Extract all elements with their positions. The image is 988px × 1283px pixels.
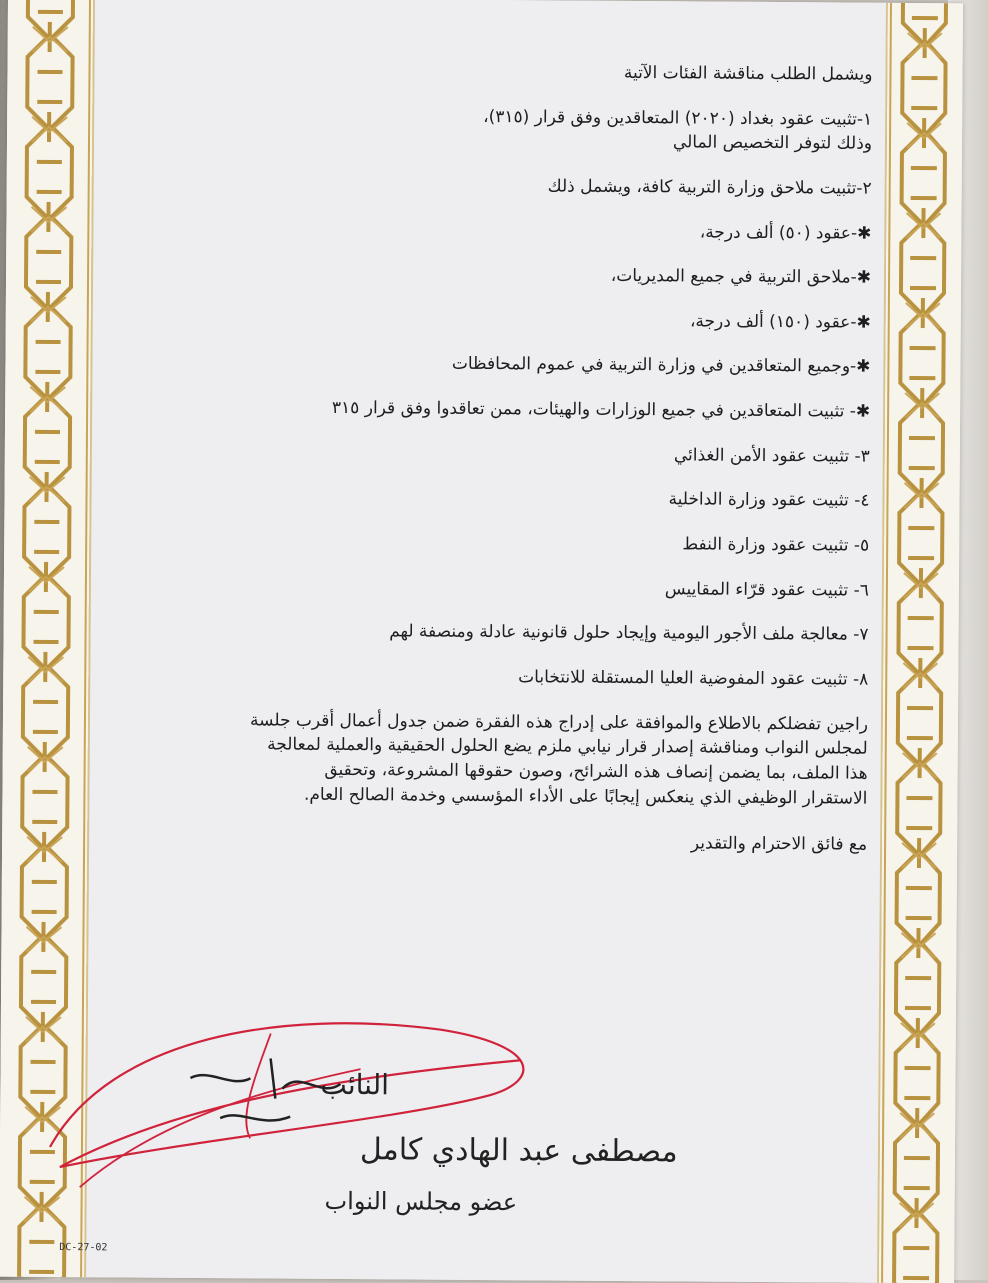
bullet-star-icon: ✱ [856, 267, 872, 288]
item-4: ٤- تثبيت عقود وزارة الداخلية [668, 489, 870, 512]
bullet-3: ✱-عقود (١٥٠) ألف درجة، [689, 311, 871, 333]
closing-paragraph [102, 707, 868, 811]
footer-code: DC-27-02 [59, 1242, 108, 1254]
gold-border-right [879, 3, 963, 1283]
closing-line: الاستقرار الوظيفي الذي ينعكس إيجابًا على الأداء المؤسسي وخدمة الصالح العام. [303, 784, 868, 809]
closing-line: راجين تفضلكم بالاطلاع والموافقة على إدراج هذه الفقرة ضمن جدول أعمال أقرب جلسة [250, 709, 869, 735]
item-1-line-2: وذلك لتوفر التخصيص المالي [672, 132, 873, 154]
signature-name: مصطفى عبد الهادي كامل [359, 1132, 678, 1170]
regards-line: مع فائق الاحترام والتقدير [690, 833, 868, 855]
item-2 [107, 171, 872, 201]
item-1 [107, 102, 872, 157]
bullet-4: ✱-وجميع المتعاقدين في وزارة التربية في عموم المحافظات [451, 354, 871, 378]
bullet-star-icon: ✱ [857, 223, 872, 244]
item-3: ٣- تثبيت عقود الأمن الغذائي [673, 445, 870, 467]
closing-line: لمجلس النواب ومناقشة إصدار قرار نيابي ملزم يضع الحلول الحقيقية والعملية لمعالجة [267, 734, 868, 759]
item-2-line-1: ٢-تثبيت ملاحق وزارة التربية كافة، ويشمل ذلك [547, 176, 872, 199]
intro-line: ويشمل الطلب مناقشة الفئات الآتية [623, 62, 873, 85]
bullet-5: ✱- تثبيت المتعاقدين في جميع الوزارات والهيئات، ممن تعاقدوا وفق قرار ٣١٥ [331, 398, 871, 422]
bullet-2: ✱-ملاحق التربية في جميع المديريات، [610, 266, 872, 288]
signature-title: النائب [320, 1067, 390, 1102]
item-7: ٧- معالجة ملف الأجور اليومية وإيجاد حلول قانونية عادلة ومنصفة لهم [389, 621, 869, 646]
letter-body [102, 57, 873, 857]
bullet-star-icon: ✱ [855, 401, 871, 422]
bullet-1: ✱-عقود (٥٠) ألف درجة، [699, 222, 872, 244]
bullet-star-icon: ✱ [856, 312, 871, 333]
signature-role: عضو مجلس النواب [324, 1186, 518, 1217]
item-5: ٥- تثبيت عقود وزارة النفط [682, 534, 870, 556]
bullet-star-icon: ✱ [856, 357, 871, 378]
handwritten-signature [19, 997, 678, 1231]
item-8: ٨- تثبيت عقود المفوضية العليا المستقلة للانتخابات [518, 667, 869, 690]
closing-line: هذا الملف، بما يضمن إنصاف هذه الشرائح، وصون حقوقها المشروعة، وتحقيق [324, 759, 868, 784]
item-1-line-1: ١-تثبيت عقود بغداد (٢٠٢٠) المتعاقدين وفق قرار (٣١٥)، [483, 106, 873, 130]
item-6: ٦- تثبيت عقود قرّاء المقاييس [664, 578, 869, 601]
